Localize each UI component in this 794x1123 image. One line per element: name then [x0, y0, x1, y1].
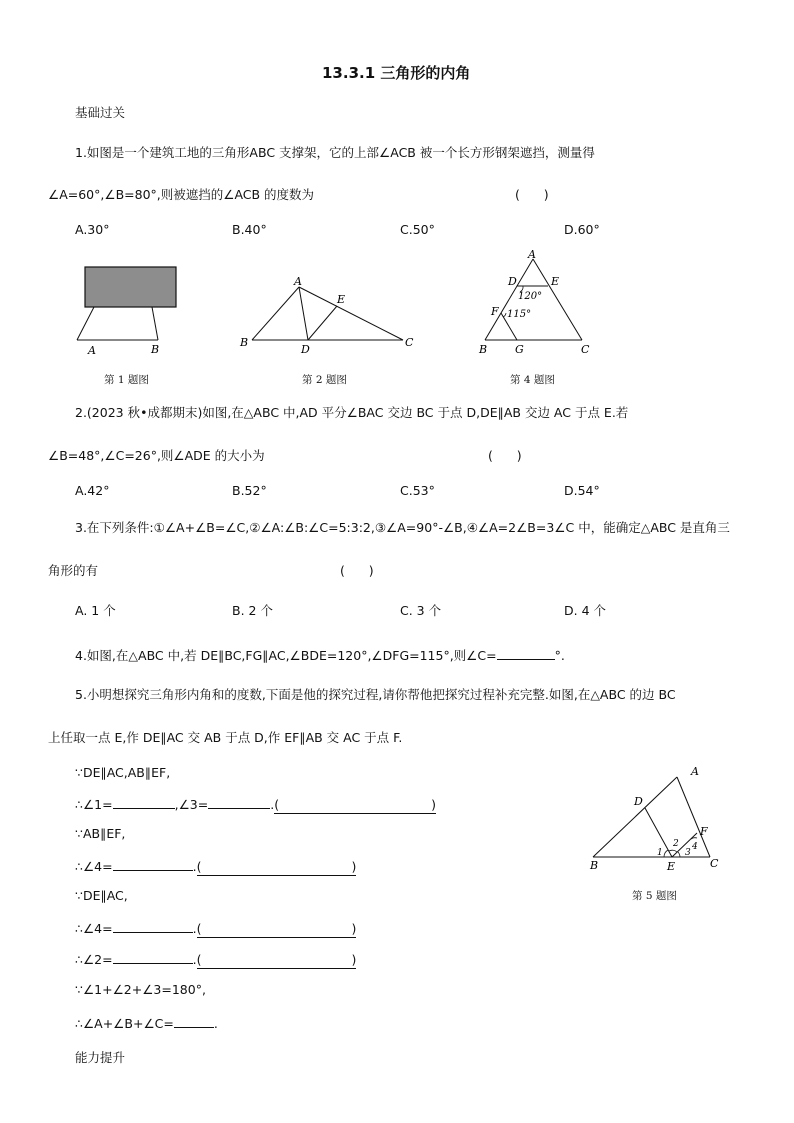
q5-step-2 — [75, 795, 436, 814]
figure-1-right-leg — [152, 307, 158, 340]
figure-4-label-g: G — [515, 343, 524, 356]
q5-reason-4-open: ( — [196, 859, 202, 874]
figure-4-label-a: A — [528, 248, 536, 261]
figure-4-label-c: C — [581, 343, 590, 356]
q5-blank-angle2[interactable] — [113, 950, 193, 964]
figure-4-label-e: E — [551, 275, 560, 288]
figure-1-left-leg — [77, 307, 94, 340]
q5-step-7-period: . — [192, 952, 197, 967]
q1-line1: 1.如图是一个建筑工地的三角形ABC 支撑架，它的上部∠ACB 被一个长方形钢架遮挡，测量得 — [75, 145, 595, 160]
q5-reason-6-open: ( — [196, 921, 202, 936]
q4-text: 4.如图,在△ABC 中,若 DE∥BC,FG∥AC,∠BDE=120°,∠DFG=115°,则∠C= — [75, 648, 497, 663]
q5-line1: 5.小明想探究三角形内角和的度数,下面是他的探究过程,请你帮他把探究过程补充完整.如图,在△ABC 的边 BC — [75, 687, 676, 702]
section-heading-basic: 基础过关 — [75, 105, 126, 120]
q5-reason-4-close: ) — [351, 859, 357, 874]
figure-4 — [475, 247, 597, 359]
figure-4-label-b: B — [479, 343, 488, 356]
q5-step-3: ∵AB∥EF, — [75, 826, 126, 841]
figure-1-label-a: A — [88, 344, 96, 357]
figure-2-label-e: E — [337, 293, 346, 306]
q3-line1: 3.在下列条件:①∠A+∠B=∠C,②∠A:∠B:∠C=5:3:2,③∠A=90°-∠B,④∠A=2∠B=3∠C 中，能确定△ABC 是直角三 — [75, 520, 730, 535]
q5-blank-angle4-second[interactable] — [113, 919, 193, 933]
q5-reason-7-open: ( — [196, 952, 202, 967]
q5-reason-6[interactable] — [197, 921, 357, 938]
q5-step-5: ∵DE∥AC, — [75, 888, 128, 903]
q5-step-7 — [75, 950, 356, 969]
figure-4-caption: 第 4 题图 — [510, 374, 555, 386]
figure-1-label-b: B — [151, 343, 160, 356]
section-heading-advanced: 能力提升 — [75, 1050, 126, 1065]
figure-5-label-angle-4: 4 — [692, 842, 698, 852]
q3-line2: 角形的有 — [48, 563, 99, 578]
q3-option-a: A. 1 个 — [75, 603, 116, 618]
q5-reason-4[interactable] — [197, 859, 357, 876]
figure-5-label-e: E — [667, 860, 676, 873]
figure-5-arc-3 — [678, 852, 680, 857]
figure-4-angle-115: 115° — [507, 309, 532, 320]
figure-2-label-d: D — [301, 343, 310, 356]
figure-1 — [75, 260, 195, 360]
figure-5 — [583, 760, 723, 880]
q3-option-b: B. 2 个 — [232, 603, 273, 618]
figure-5-label-angle-3: 3 — [685, 848, 691, 858]
figure-5-arc-1 — [664, 850, 668, 857]
q3-option-c: C. 3 个 — [400, 603, 442, 618]
q5-step-6-prefix: ∴∠4= — [75, 921, 113, 936]
q5-blank-angle1[interactable] — [113, 795, 175, 809]
figure-2-label-a: A — [294, 275, 302, 288]
figure-2-side-ab — [252, 287, 299, 340]
q5-step-8: ∵∠1+∠2+∠3=180°, — [75, 982, 206, 997]
q4-answer-blank[interactable] — [497, 646, 555, 660]
figure-5-label-d: D — [634, 795, 643, 808]
figure-4-label-f: F — [491, 305, 499, 318]
figure-1-rectangle — [85, 267, 176, 307]
q5-reason-2[interactable] — [274, 797, 436, 814]
figure-2 — [237, 272, 422, 362]
figure-5-label-angle-2: 2 — [673, 839, 679, 849]
q2-option-b: B.52° — [232, 483, 267, 498]
figure-4-angle-arc-f — [503, 313, 506, 317]
q5-reason-7-close: ) — [351, 952, 357, 967]
q5-step-2-mid: ,∠3= — [174, 797, 209, 812]
q5-reason-2-close: ) — [431, 797, 436, 812]
figure-2-caption: 第 2 题图 — [302, 374, 347, 386]
figure-5-label-b: B — [590, 859, 599, 872]
figure-2-segment-ad — [299, 287, 308, 340]
q5-reason-6-close: ) — [351, 921, 357, 936]
q5-step-4-period: . — [192, 859, 197, 874]
figure-4-angle-120: 120° — [518, 291, 543, 302]
q5-line2: 上任取一点 E,作 DE∥AC 交 AB 于点 D,作 EF∥AB 交 AC 于点 F. — [48, 730, 403, 745]
q5-step-9-prefix: ∴∠A+∠B+∠C= — [75, 1016, 174, 1031]
q4-line — [75, 646, 565, 664]
q3-answer-paren: ( ) — [340, 563, 374, 578]
q5-step-9 — [75, 1014, 218, 1032]
figure-5-arc-2 — [669, 850, 677, 852]
q1-answer-paren: ( ) — [515, 187, 549, 202]
q1-line2: ∠A=60°,∠B=80°,则被遮挡的∠ACB 的度数为 — [48, 187, 315, 202]
q5-step-6 — [75, 919, 356, 938]
q5-blank-angle4-first[interactable] — [113, 857, 193, 871]
figure-5-label-angle-1: 1 — [657, 848, 663, 858]
figure-4-label-d: D — [508, 275, 517, 288]
figure-1-caption: 第 1 题图 — [104, 374, 149, 386]
q5-step-2-period: . — [270, 797, 275, 812]
q5-blank-sum[interactable] — [174, 1014, 214, 1028]
q5-reason-7[interactable] — [197, 952, 357, 969]
figure-5-label-c: C — [710, 857, 719, 870]
q1-option-a: A.30° — [75, 222, 110, 237]
q1-option-c: C.50° — [400, 222, 435, 237]
q1-option-b: B.40° — [232, 222, 267, 237]
figure-2-label-b: B — [240, 336, 249, 349]
figure-5-side-ab — [593, 777, 677, 857]
figure-5-label-f: F — [700, 825, 708, 838]
figure-2-segment-de — [308, 306, 337, 340]
q5-step-9-period: . — [213, 1016, 218, 1031]
q2-line1: 2.(2023 秋•成都期末)如图,在△ABC 中,AD 平分∠BAC 交边 BC 于点 D,DE∥AB 交边 AC 于点 E.若 — [75, 405, 629, 420]
page-title: 13.3.1 三角形的内角 — [322, 64, 471, 82]
figure-2-label-c: C — [405, 336, 414, 349]
q2-option-d: D.54° — [564, 483, 600, 498]
q5-step-1: ∵DE∥AC,AB∥EF, — [75, 765, 171, 780]
q5-blank-angle3[interactable] — [208, 795, 270, 809]
q2-option-c: C.53° — [400, 483, 435, 498]
q2-option-a: A.42° — [75, 483, 110, 498]
q4-suffix: °. — [554, 648, 565, 663]
q5-step-4-prefix: ∴∠4= — [75, 859, 113, 874]
q3-option-d: D. 4 个 — [564, 603, 606, 618]
q5-step-2-prefix: ∴∠1= — [75, 797, 113, 812]
q5-step-7-prefix: ∴∠2= — [75, 952, 113, 967]
figure-5-label-a: A — [691, 765, 699, 778]
figure-5-caption: 第 5 题图 — [632, 890, 677, 902]
q2-answer-paren: ( ) — [488, 448, 522, 463]
q5-step-6-period: . — [192, 921, 197, 936]
q2-line2: ∠B=48°,∠C=26°,则∠ADE 的大小为 — [48, 448, 265, 463]
q5-reason-2-open: ( — [274, 797, 280, 812]
q5-step-4 — [75, 857, 356, 876]
q1-option-d: D.60° — [564, 222, 600, 237]
